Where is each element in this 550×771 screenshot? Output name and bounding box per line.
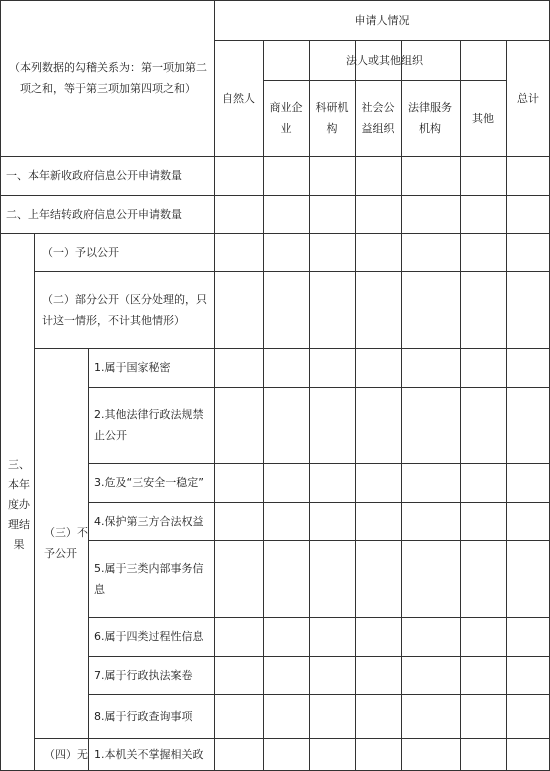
total-header: 总计 <box>517 91 539 105</box>
legal-org-header: 法人或其他组织 <box>346 53 423 67</box>
other-header: 其他 <box>472 111 494 125</box>
subitem-label: 2.其他法律行政法规禁止公开 <box>94 408 204 442</box>
row-none-label: （四）无 <box>44 748 88 761</box>
grid-line <box>355 40 356 771</box>
grid-line <box>401 40 402 771</box>
subitem-label: 7.属于行政执法案卷 <box>94 668 193 682</box>
grid-line <box>0 0 1 771</box>
grid-line <box>309 40 310 771</box>
column-note: （本列数据的勾稽关系为：第一项加第二项之和，等于第三项加第四项之和） <box>9 61 207 95</box>
subitem-label: 1.本机关不掌握相关政 <box>94 748 204 761</box>
row-partial-label: （二）部分公开（区分处理的，只计这一情形，不计其他情形） <box>42 292 207 327</box>
subitem-label: 4.保护第三方合法权益 <box>94 514 204 528</box>
natural-person-header: 自然人 <box>222 91 255 105</box>
commercial-header: 商业企业 <box>269 101 303 135</box>
applicant-header: 申请人情况 <box>354 13 410 27</box>
grid-line <box>263 40 264 771</box>
subitem-label: 8.属于行政查询事项 <box>94 709 193 723</box>
row-withheld-label: （三）不予公开 <box>44 526 88 560</box>
subitem-label: 6.属于四类过程性信息 <box>94 630 204 643</box>
subitem-label: 3.危及“三安全一稳定” <box>94 476 204 489</box>
public-welfare-header: 社会公益组织 <box>361 101 395 135</box>
row-new-requests-label: 一、本年新收政府信息公开申请数量 <box>6 169 182 182</box>
subitem-label: 1.属于国家秘密 <box>94 361 171 374</box>
subitem-label: 5.属于三类内部事务信息 <box>94 561 204 596</box>
section-results-label: 三、本年度办理结果 <box>8 458 30 551</box>
grid-line <box>34 233 35 771</box>
legal-service-header: 法律服务机构 <box>408 101 452 135</box>
row-disclosed-label: （一）予以公开 <box>42 245 119 259</box>
row-carried-over-label: 二、上年结转政府信息公开申请数量 <box>6 207 182 221</box>
research-header: 科研机构 <box>315 101 349 135</box>
